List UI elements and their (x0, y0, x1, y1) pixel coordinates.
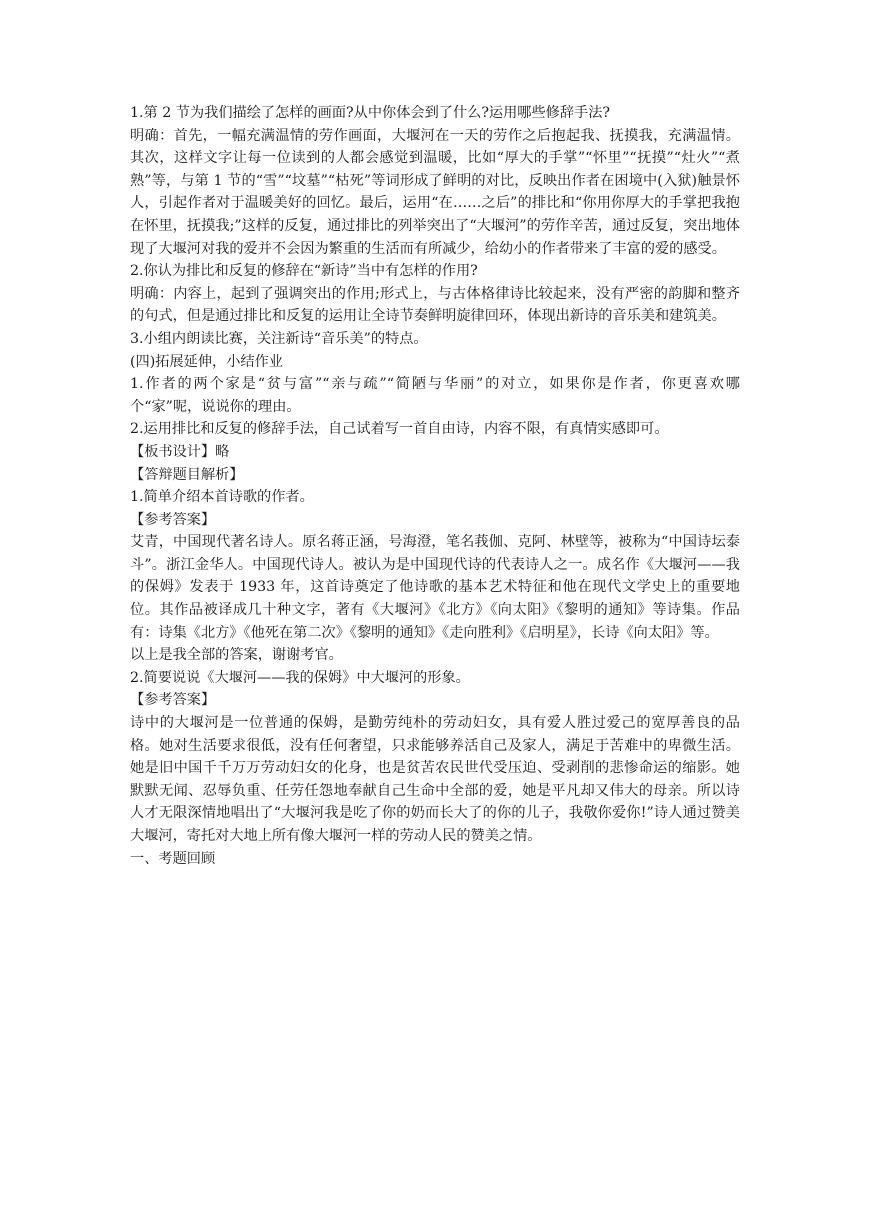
defense-question-1: 1.简单介绍本首诗歌的作者。 (130, 489, 314, 506)
reference-answer-2-text: 诗中的大堰河是一位普通的保姆，是勤劳纯朴的劳动妇女，具有爱人胜过爱己的宽厚善良的品格。她对生活要求很低，没有任何奢望，只求能够养活自己及家人，满足于苦难中的卑微生活。她是旧中国千千万万劳动妇女的化身，也是贫苦农民世代受压迫、受剥削的悲惨命运的缩影。她默默无闻、忍辱负重、任劳任怨地奉献自己生命中全部的爱，她是平凡却又伟大的母亲。所以诗人才无限深情地唱出了“大堰河我是吃了你的奶而长大了的你的儿子，我敬你爱你!”诗人通过赞美大堰河，寄托对大地上所有像大堰河一样的劳动人民的赞美之情。 (130, 715, 740, 844)
document-body (130, 102, 740, 870)
question-2-heading: 2.你认为排比和反复的修辞在“新诗”当中有怎样的作用? (130, 263, 478, 280)
defense-questions-heading: 【答辩题目解析】 (130, 466, 244, 483)
board-design-heading: 【板书设计】略 (130, 443, 230, 460)
closing-remark: 以上是我全部的答案，谢谢考官。 (130, 647, 343, 664)
reference-answer-label-1: 【参考答案】 (130, 511, 216, 528)
section-4-heading: (四)拓展延伸，小结作业 (130, 353, 283, 370)
question-1-heading: 1.第 2 节为我们描绘了怎样的画面?从中你体会到了什么?运用哪些修辞手法? (130, 105, 611, 121)
activity-3-text: 3.小组内朗读比赛，关注新诗“音乐美”的特点。 (130, 330, 428, 347)
answer-2-text: 明确：内容上，起到了强调突出的作用;形式上，与古体格律诗比较起来，没有严密的韵脚和整齐的句式，但是通过排比和反复的运用让全诗节奏鲜明旋律回环，体现出新诗的音乐美和建筑美。 (130, 285, 740, 325)
homework-1-text: 1.作者的两个家是“贫与富”“亲与疏”“简陋与华丽”的对立，如果你是作者，你更喜欢哪个“家”呢，说说你的理由。 (130, 376, 740, 415)
exam-review-heading: 一、考题回顾 (130, 850, 216, 867)
defense-question-2: 2.简要说说《大堰河——我的保姆》中大堰河的形象。 (130, 669, 470, 686)
reference-answer-label-2: 【参考答案】 (130, 692, 216, 709)
reference-answer-1-text: 艾青，中国现代著名诗人。原名蒋正涵，号海澄，笔名莪伽、克阿、林壁等，被称为“中国诗坛泰斗”。浙江金华人。中国现代诗人。被认为是中国现代诗的代表诗人之一。成名作《大堰河——我的保姆》发表于 1933 年，这首诗奠定了他诗歌的基本艺术特征和他在现代文学史上的重要地位。其作品被译成几十种文字，著有《大堰河》《北方》《向太阳》《黎明的通知》等诗集。作品有：诗集《北方》《他死在第二次》《黎明的通知》《走向胜利》《启明星》，长诗《向太阳》等。 (130, 534, 740, 641)
homework-2-text: 2.运用排比和反复的修辞手法，自己试着写一首自由诗，内容不限，有真情实感即可。 (130, 421, 669, 438)
answer-1-text: 明确：首先，一幅充满温情的劳作画面，大堰河在一天的劳作之后抱起我、抚摸我，充满温情。其次，这样文字让每一位读到的人都会感觉到温暖，比如“厚大的手掌”“怀里”“抚摸”“灶火”“煮熟”等，与第 1 节的“雪”“坟墓”“枯死”等词形成了鲜明的对比，反映出作者在困境中(入狱)触景怀人，引起作者对于温暖美好的回忆。最后，运用“在……之后”的排比和“你用你厚大的手掌把我抱在怀里，抚摸我;”这样的反复，通过排比的列举突出了“大堰河”的劳作辛苦，通过反复，突出地体现了大堰河对我的爱并不会因为繁重的生活而有所减少，给幼小的作者带来了丰富的爱的感受。 (130, 127, 740, 257)
